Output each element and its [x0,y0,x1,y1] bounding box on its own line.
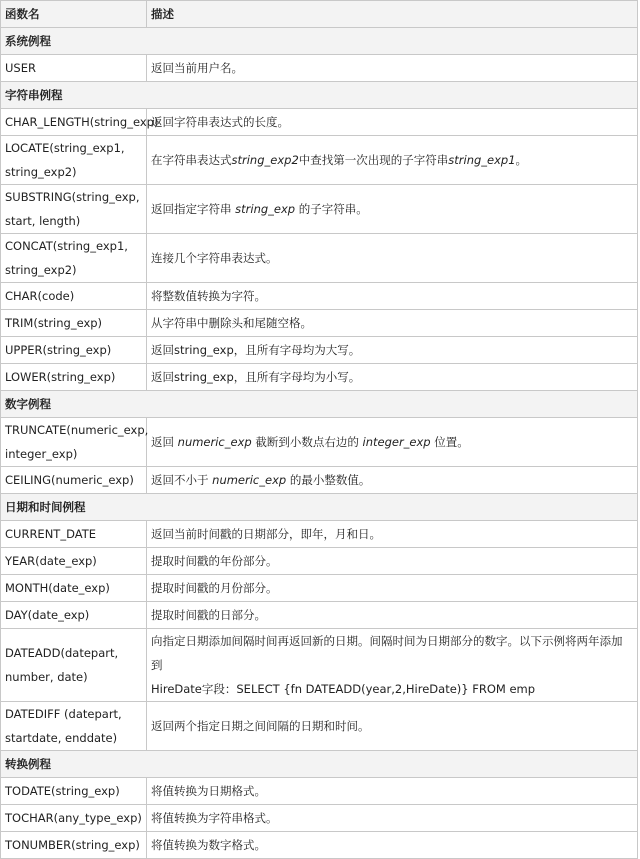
func-name [1,136,147,185]
func-desc: 返回string_exp，且所有字母均为小写。 [147,364,638,391]
func-name: MONTH(date_exp) [1,575,147,602]
desc-param: numeric_exp [177,435,252,449]
func-name: UPPER(string_exp) [1,337,147,364]
func-name: TONUMBER(string_exp) [1,832,147,859]
desc-line2: HireDate字段：SELECT {fn DATEADD(year,2,HireDate)} FROM emp [151,682,536,696]
func-name: USER [1,55,147,82]
func-name [1,702,147,751]
func-desc: 将值转换为字符串格式。 [147,805,638,832]
func-name: CURRENT_DATE [1,521,147,548]
table-row [1,136,638,185]
section-numeric: 数字例程 [1,391,638,418]
func-desc [147,629,638,702]
func-name: TRIM(string_exp) [1,310,147,337]
table-row [1,55,638,82]
func-name-line1: DATEDIFF (datepart, [5,707,122,721]
section-conversion: 转换例程 [1,751,638,778]
desc-param: string_exp [235,202,296,216]
func-name [1,185,147,234]
table-row [1,467,638,494]
table-header [1,1,638,28]
func-name [1,629,147,702]
desc-text: 的子字符串。 [295,202,368,216]
section-row [1,82,638,109]
desc-text: 位置。 [430,435,469,449]
table-row [1,805,638,832]
table-row [1,521,638,548]
func-name: YEAR(date_exp) [1,548,147,575]
section-string: 字符串例程 [1,82,638,109]
func-name: CHAR_LENGTH(string_exp) [1,109,147,136]
section-row [1,28,638,55]
table-row [1,418,638,467]
desc-text: 返回 [151,435,178,449]
desc-param: numeric_exp [212,473,287,487]
func-desc: 连接几个字符串表达式。 [147,234,638,283]
func-name-line2: number, date) [5,670,88,684]
desc-param: integer_exp [362,435,431,449]
func-name-line1: SUBSTRING(string_exp, [5,190,140,204]
func-name-line1: TRUNCATE(numeric_exp, [5,423,149,437]
func-desc: 将整数值转换为字符。 [147,283,638,310]
func-name-line1: CONCAT(string_exp1, [5,239,128,253]
func-name-line2: string_exp2) [5,263,77,277]
func-name-line2: startdate, enddate) [5,731,118,745]
desc-text: 在字符串表达式 [151,153,232,167]
desc-text: 截断到小数点右边的 [251,435,363,449]
func-desc: 提取时间戳的日部分。 [147,602,638,629]
table-row [1,337,638,364]
desc-param: string_exp1 [448,153,516,167]
table-row [1,310,638,337]
table-row [1,602,638,629]
header-name: 函数名 [1,1,147,28]
desc-text: 中查找第一次出现的子字符串 [298,153,449,167]
table-row [1,234,638,283]
func-desc: 提取时间戳的年份部分。 [147,548,638,575]
desc-line1: 向指定日期添加间隔时间再返回新的日期。间隔时间为日期部分的数字。以下示例将两年添加到 [151,634,623,672]
table-row [1,575,638,602]
desc-text: 的最小整数值。 [286,473,371,487]
desc-param: string_exp2 [231,153,299,167]
func-name: LOWER(string_exp) [1,364,147,391]
func-name [1,234,147,283]
func-desc: 返回两个指定日期之间间隔的日期和时间。 [147,702,638,751]
func-desc: 返回当前时间戳的日期部分，即年，月和日。 [147,521,638,548]
func-name-line2: integer_exp) [5,447,78,461]
func-desc: 将值转换为数字格式。 [147,832,638,859]
section-row [1,751,638,778]
table-row [1,778,638,805]
func-desc [147,185,638,234]
table-row [1,364,638,391]
section-row [1,391,638,418]
func-name-line1: DATEADD(datepart, [5,646,119,660]
func-name: DAY(date_exp) [1,602,147,629]
func-desc: 从字符串中删除头和尾随空格。 [147,310,638,337]
func-desc: 返回字符串表达式的长度。 [147,109,638,136]
table-row [1,109,638,136]
func-name-line1: LOCATE(string_exp1, [5,141,125,155]
func-name: TODATE(string_exp) [1,778,147,805]
func-name: CHAR(code) [1,283,147,310]
func-desc: 返回当前用户名。 [147,55,638,82]
table-row [1,548,638,575]
table-row [1,283,638,310]
func-name: CEILING(numeric_exp) [1,467,147,494]
section-system: 系统例程 [1,28,638,55]
func-name [1,418,147,467]
func-name-line2: start, length) [5,214,81,228]
desc-text: 。 [515,153,528,167]
func-name: TOCHAR(any_type_exp) [1,805,147,832]
desc-text: 返回指定字符串 [151,202,236,216]
func-desc [147,467,638,494]
func-desc: 返回string_exp，且所有字母均为大写。 [147,337,638,364]
func-desc [147,136,638,185]
func-desc: 将值转换为日期格式。 [147,778,638,805]
table-row [1,832,638,859]
table-row [1,629,638,702]
func-name-line2: string_exp2) [5,165,77,179]
table-row [1,185,638,234]
header-desc: 描述 [147,1,638,28]
section-row [1,494,638,521]
func-desc: 提取时间戳的月份部分。 [147,575,638,602]
section-datetime: 日期和时间例程 [1,494,638,521]
table-row [1,702,638,751]
func-desc [147,418,638,467]
desc-text: 返回不小于 [151,473,213,487]
